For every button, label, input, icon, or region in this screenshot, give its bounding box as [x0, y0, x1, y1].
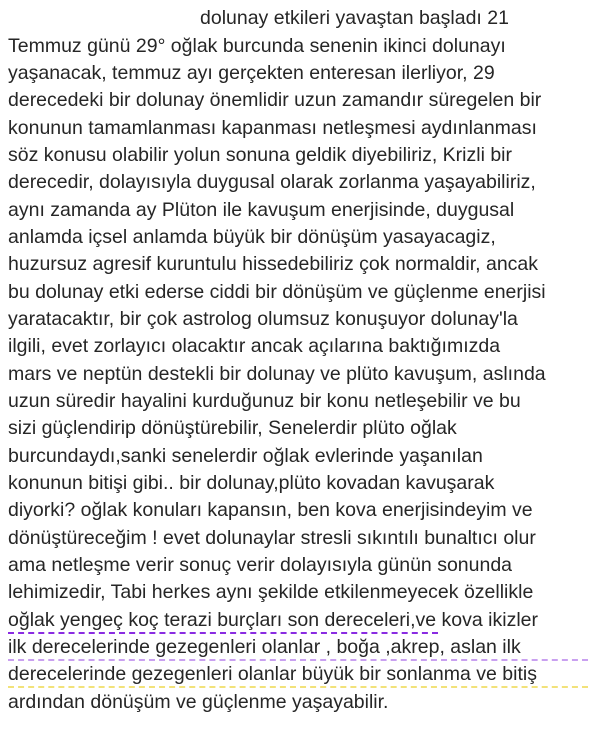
text-line-12: yaratacaktır, bir çok astrolog olumsuz konuşuyor dolunay'la — [8, 308, 518, 330]
text-line-21: ama netleşme verir sonuç verir dolayısıyla günün sonunda — [8, 554, 513, 576]
text-line-26: ardından dönüşüm ve güçlenme yaşayabilir. — [8, 691, 389, 713]
text-line-19: diyorki? oğlak konuları kapansın, ben kova enerjisindeyim ve — [8, 499, 533, 521]
text-line-20: dönüştüreceğim ! evet dolunaylar stresli sıkıntılı bunaltıcı olur — [8, 527, 536, 549]
underline-lavender — [8, 659, 588, 661]
text-line-6: söz konusu olabilir yolun sonuna geldik diyebiliriz, Krizli bir — [8, 144, 512, 166]
underline-purple — [8, 632, 438, 634]
text-line-1: dolunay etkileri yavaştan başladı 21 — [200, 7, 509, 29]
text-line-3: yaşanacak, temmuz ayı gerçekten enteresan ilerliyor, 29 — [8, 62, 495, 84]
text-line-10: huzursuz agresif kuruntulu hissedebiliriz çok normaldir, ancak — [8, 253, 539, 275]
text-line-9: anlamda içsel anlamda büyük bir dönüşüm yasayacagiz, — [8, 226, 496, 248]
text-line-15: uzun süredir hayalini kurduğunuz bir konu netleşebilir ve bu — [8, 390, 521, 412]
text-line-17: burcundaydı,sanki senelerdir oğlak evlerinde yaşanılan — [8, 445, 483, 467]
text-line-23: oğlak yengeç koç terazi burçları son dereceleri,ve kova ikizler — [8, 609, 538, 631]
text-line-11: bu dolunay etki ederse ciddi bir dönüşüm ve güçlenme enerjisi — [8, 281, 546, 303]
text-line-16: sizi güçlendirip dönüştürebilir, Senelerdir plüto oğlak — [8, 417, 457, 439]
text-line-8: aynı zamanda ay Plüton ile kavuşum enerjisinde, duygusal — [8, 199, 515, 221]
text-line-24: ilk derecelerinde gezegenleri olanlar , boğa ,akrep, aslan ilk — [8, 636, 521, 658]
text-line-14: mars ve neptün destekli bir dolunay ve plüto kavuşum, aslında — [8, 363, 546, 385]
text-line-4: derecedeki bir dolunay önemlidir uzun zamandır süregelen bir — [8, 89, 542, 111]
text-line-18: konunun bitişi gibi.. bir dolunay,plüto kovadan kavuşarak — [8, 472, 495, 494]
text-line-2: Temmuz günü 29° oğlak burcunda senenin ikinci dolunayı — [8, 35, 506, 57]
underline-yellow — [8, 686, 588, 688]
text-line-25: derecelerinde gezegenleri olanlar büyük bir sonlanma ve bitiş — [8, 663, 537, 685]
text-line-5: konunun tamamlanması kapanması netleşmesi aydınlanması — [8, 117, 537, 139]
text-line-22: lehimizedir, Tabi herkes aynı şekilde etkilenmeyecek özellikle — [8, 581, 534, 603]
text-line-13: ilgili, evet zorlayıcı olacaktır ancak açılarına baktığımızda — [8, 335, 501, 357]
text-line-7: derecedir, dolayısıyla duygusal olarak zorlanma yaşayabiliriz, — [8, 171, 536, 193]
